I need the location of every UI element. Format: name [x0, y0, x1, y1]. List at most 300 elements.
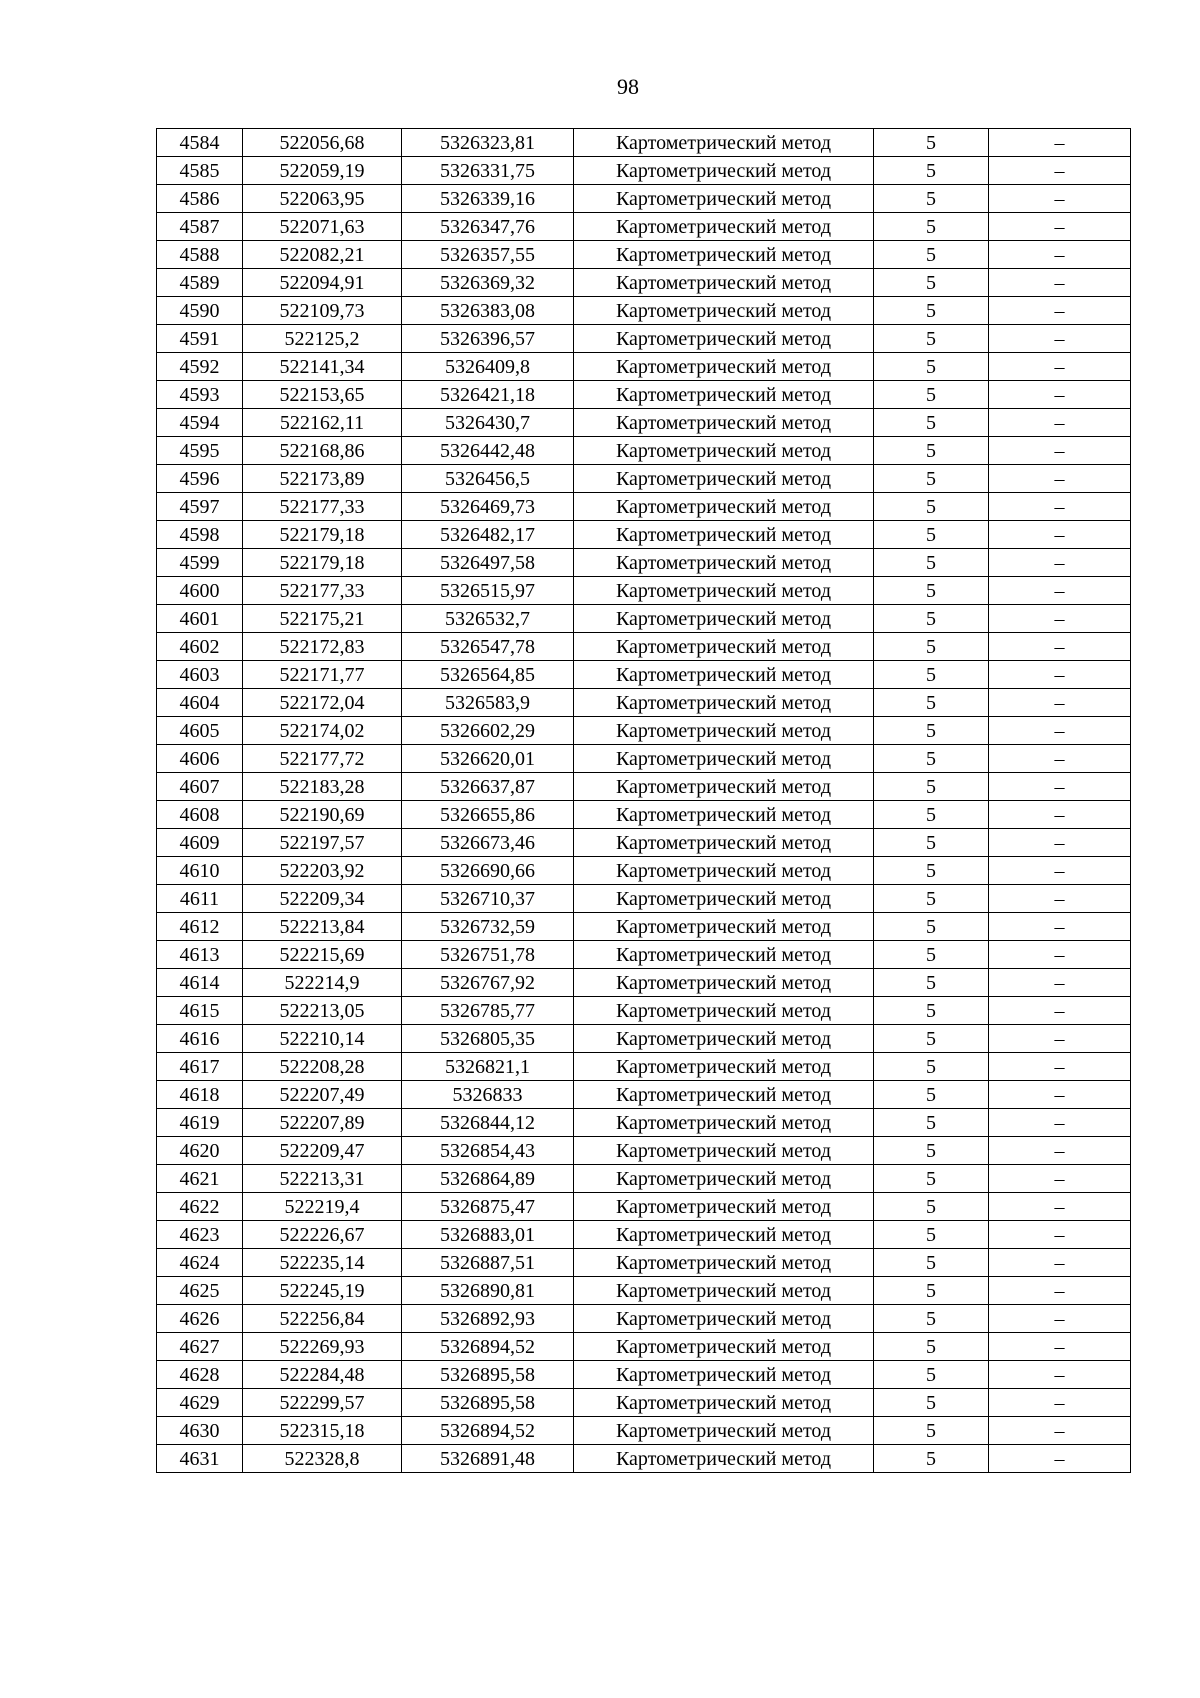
y-coordinate-cell: 5326409,8: [402, 353, 574, 381]
method-cell: Картометрический метод: [574, 997, 874, 1025]
y-coordinate-cell: 5326637,87: [402, 773, 574, 801]
accuracy-cell: 5: [874, 577, 989, 605]
y-coordinate-cell: 5326482,17: [402, 521, 574, 549]
x-coordinate-cell: 522213,05: [243, 997, 402, 1025]
x-coordinate-cell: 522172,04: [243, 689, 402, 717]
table-row: [157, 857, 1131, 885]
y-coordinate-cell: 5326895,58: [402, 1361, 574, 1389]
table-row: [157, 1053, 1131, 1081]
y-coordinate-cell: 5326883,01: [402, 1221, 574, 1249]
method-cell: Картометрический метод: [574, 829, 874, 857]
method-cell: Картометрический метод: [574, 605, 874, 633]
point-number-cell: 4627: [157, 1333, 243, 1361]
point-number-cell: 4592: [157, 353, 243, 381]
y-coordinate-cell: 5326894,52: [402, 1417, 574, 1445]
method-cell: Картометрический метод: [574, 1025, 874, 1053]
accuracy-cell: 5: [874, 913, 989, 941]
accuracy-cell: 5: [874, 1193, 989, 1221]
note-cell: –: [989, 129, 1131, 157]
accuracy-cell: 5: [874, 493, 989, 521]
note-cell: –: [989, 1417, 1131, 1445]
point-number-cell: 4595: [157, 437, 243, 465]
point-number-cell: 4615: [157, 997, 243, 1025]
x-coordinate-cell: 522207,89: [243, 1109, 402, 1137]
accuracy-cell: 5: [874, 605, 989, 633]
point-number-cell: 4596: [157, 465, 243, 493]
point-number-cell: 4597: [157, 493, 243, 521]
accuracy-cell: 5: [874, 409, 989, 437]
accuracy-cell: 5: [874, 661, 989, 689]
x-coordinate-cell: 522171,77: [243, 661, 402, 689]
point-number-cell: 4589: [157, 269, 243, 297]
note-cell: –: [989, 577, 1131, 605]
y-coordinate-cell: 5326895,58: [402, 1389, 574, 1417]
y-coordinate-cell: 5326890,81: [402, 1277, 574, 1305]
point-number-cell: 4608: [157, 801, 243, 829]
note-cell: –: [989, 857, 1131, 885]
table-row: [157, 1221, 1131, 1249]
accuracy-cell: 5: [874, 1221, 989, 1249]
note-cell: –: [989, 381, 1131, 409]
table-row: [157, 969, 1131, 997]
table-row: [157, 409, 1131, 437]
point-number-cell: 4604: [157, 689, 243, 717]
table-row: [157, 1389, 1131, 1417]
point-number-cell: 4613: [157, 941, 243, 969]
note-cell: –: [989, 549, 1131, 577]
y-coordinate-cell: 5326710,37: [402, 885, 574, 913]
accuracy-cell: 5: [874, 521, 989, 549]
accuracy-cell: 5: [874, 269, 989, 297]
method-cell: Картометрический метод: [574, 969, 874, 997]
note-cell: –: [989, 997, 1131, 1025]
note-cell: –: [989, 605, 1131, 633]
note-cell: –: [989, 325, 1131, 353]
table-row: [157, 493, 1131, 521]
accuracy-cell: 5: [874, 857, 989, 885]
accuracy-cell: 5: [874, 1417, 989, 1445]
table-row: [157, 1445, 1131, 1473]
accuracy-cell: 5: [874, 549, 989, 577]
x-coordinate-cell: 522179,18: [243, 549, 402, 577]
note-cell: –: [989, 1333, 1131, 1361]
point-number-cell: 4585: [157, 157, 243, 185]
y-coordinate-cell: 5326751,78: [402, 941, 574, 969]
note-cell: –: [989, 465, 1131, 493]
x-coordinate-cell: 522207,49: [243, 1081, 402, 1109]
method-cell: Картометрический метод: [574, 661, 874, 689]
accuracy-cell: 5: [874, 1277, 989, 1305]
x-coordinate-cell: 522109,73: [243, 297, 402, 325]
method-cell: Картометрический метод: [574, 1221, 874, 1249]
x-coordinate-cell: 522141,34: [243, 353, 402, 381]
table-row: [157, 1025, 1131, 1053]
method-cell: Картометрический метод: [574, 1389, 874, 1417]
note-cell: –: [989, 437, 1131, 465]
method-cell: Картометрический метод: [574, 381, 874, 409]
method-cell: Картометрический метод: [574, 465, 874, 493]
x-coordinate-cell: 522179,18: [243, 521, 402, 549]
point-number-cell: 4617: [157, 1053, 243, 1081]
note-cell: –: [989, 1389, 1131, 1417]
x-coordinate-cell: 522094,91: [243, 269, 402, 297]
point-number-cell: 4631: [157, 1445, 243, 1473]
point-number-cell: 4584: [157, 129, 243, 157]
method-cell: Картометрический метод: [574, 521, 874, 549]
note-cell: –: [989, 913, 1131, 941]
note-cell: –: [989, 353, 1131, 381]
note-cell: –: [989, 493, 1131, 521]
y-coordinate-cell: 5326564,85: [402, 661, 574, 689]
y-coordinate-cell: 5326347,76: [402, 213, 574, 241]
accuracy-cell: 5: [874, 745, 989, 773]
note-cell: –: [989, 1053, 1131, 1081]
y-coordinate-cell: 5326620,01: [402, 745, 574, 773]
method-cell: Картометрический метод: [574, 1193, 874, 1221]
table-row: [157, 1333, 1131, 1361]
x-coordinate-cell: 522082,21: [243, 241, 402, 269]
accuracy-cell: 5: [874, 801, 989, 829]
point-number-cell: 4586: [157, 185, 243, 213]
table-row: [157, 1137, 1131, 1165]
method-cell: Картометрический метод: [574, 885, 874, 913]
x-coordinate-cell: 522219,4: [243, 1193, 402, 1221]
x-coordinate-cell: 522208,28: [243, 1053, 402, 1081]
method-cell: Картометрический метод: [574, 437, 874, 465]
note-cell: –: [989, 1137, 1131, 1165]
note-cell: –: [989, 157, 1131, 185]
y-coordinate-cell: 5326515,97: [402, 577, 574, 605]
point-number-cell: 4628: [157, 1361, 243, 1389]
y-coordinate-cell: 5326864,89: [402, 1165, 574, 1193]
x-coordinate-cell: 522153,65: [243, 381, 402, 409]
point-number-cell: 4606: [157, 745, 243, 773]
y-coordinate-cell: 5326655,86: [402, 801, 574, 829]
accuracy-cell: 5: [874, 885, 989, 913]
note-cell: –: [989, 717, 1131, 745]
x-coordinate-cell: 522203,92: [243, 857, 402, 885]
accuracy-cell: 5: [874, 437, 989, 465]
method-cell: Картометрический метод: [574, 1333, 874, 1361]
accuracy-cell: 5: [874, 689, 989, 717]
y-coordinate-cell: 5326854,43: [402, 1137, 574, 1165]
accuracy-cell: 5: [874, 1053, 989, 1081]
y-coordinate-cell: 5326894,52: [402, 1333, 574, 1361]
y-coordinate-cell: 5326532,7: [402, 605, 574, 633]
y-coordinate-cell: 5326430,7: [402, 409, 574, 437]
y-coordinate-cell: 5326602,29: [402, 717, 574, 745]
accuracy-cell: 5: [874, 1109, 989, 1137]
table-row: [157, 633, 1131, 661]
method-cell: Картометрический метод: [574, 409, 874, 437]
method-cell: Картометрический метод: [574, 549, 874, 577]
point-number-cell: 4612: [157, 913, 243, 941]
coordinates-table-body: [157, 129, 1131, 1473]
method-cell: Картометрический метод: [574, 717, 874, 745]
table-row: [157, 913, 1131, 941]
y-coordinate-cell: 5326421,18: [402, 381, 574, 409]
method-cell: Картометрический метод: [574, 1277, 874, 1305]
x-coordinate-cell: 522177,72: [243, 745, 402, 773]
point-number-cell: 4625: [157, 1277, 243, 1305]
point-number-cell: 4619: [157, 1109, 243, 1137]
x-coordinate-cell: 522210,14: [243, 1025, 402, 1053]
y-coordinate-cell: 5326892,93: [402, 1305, 574, 1333]
table-row: [157, 297, 1131, 325]
point-number-cell: 4622: [157, 1193, 243, 1221]
y-coordinate-cell: 5326547,78: [402, 633, 574, 661]
note-cell: –: [989, 773, 1131, 801]
point-number-cell: 4594: [157, 409, 243, 437]
accuracy-cell: 5: [874, 969, 989, 997]
method-cell: Картометрический метод: [574, 157, 874, 185]
note-cell: –: [989, 1193, 1131, 1221]
point-number-cell: 4624: [157, 1249, 243, 1277]
method-cell: Картометрический метод: [574, 577, 874, 605]
note-cell: –: [989, 885, 1131, 913]
y-coordinate-cell: 5326844,12: [402, 1109, 574, 1137]
point-number-cell: 4629: [157, 1389, 243, 1417]
y-coordinate-cell: 5326875,47: [402, 1193, 574, 1221]
x-coordinate-cell: 522213,31: [243, 1165, 402, 1193]
point-number-cell: 4610: [157, 857, 243, 885]
method-cell: Картометрический метод: [574, 633, 874, 661]
point-number-cell: 4599: [157, 549, 243, 577]
note-cell: –: [989, 241, 1131, 269]
table-row: [157, 1249, 1131, 1277]
table-row: [157, 157, 1131, 185]
note-cell: –: [989, 941, 1131, 969]
accuracy-cell: 5: [874, 997, 989, 1025]
point-number-cell: 4616: [157, 1025, 243, 1053]
table-row: [157, 829, 1131, 857]
method-cell: Картометрический метод: [574, 1445, 874, 1473]
accuracy-cell: 5: [874, 129, 989, 157]
accuracy-cell: 5: [874, 1249, 989, 1277]
point-number-cell: 4626: [157, 1305, 243, 1333]
note-cell: –: [989, 633, 1131, 661]
accuracy-cell: 5: [874, 1137, 989, 1165]
method-cell: Картометрический метод: [574, 129, 874, 157]
x-coordinate-cell: 522183,28: [243, 773, 402, 801]
table-row: [157, 941, 1131, 969]
point-number-cell: 4630: [157, 1417, 243, 1445]
x-coordinate-cell: 522125,2: [243, 325, 402, 353]
accuracy-cell: 5: [874, 1333, 989, 1361]
x-coordinate-cell: 522256,84: [243, 1305, 402, 1333]
accuracy-cell: 5: [874, 717, 989, 745]
point-number-cell: 4590: [157, 297, 243, 325]
method-cell: Картометрический метод: [574, 325, 874, 353]
note-cell: –: [989, 661, 1131, 689]
x-coordinate-cell: 522173,89: [243, 465, 402, 493]
note-cell: –: [989, 185, 1131, 213]
accuracy-cell: 5: [874, 1165, 989, 1193]
point-number-cell: 4602: [157, 633, 243, 661]
table-row: [157, 241, 1131, 269]
x-coordinate-cell: 522209,34: [243, 885, 402, 913]
note-cell: –: [989, 969, 1131, 997]
y-coordinate-cell: 5326339,16: [402, 185, 574, 213]
x-coordinate-cell: 522209,47: [243, 1137, 402, 1165]
note-cell: –: [989, 1361, 1131, 1389]
method-cell: Картометрический метод: [574, 689, 874, 717]
table-row: [157, 661, 1131, 689]
accuracy-cell: 5: [874, 1305, 989, 1333]
table-row: [157, 381, 1131, 409]
method-cell: Картометрический метод: [574, 1053, 874, 1081]
x-coordinate-cell: 522299,57: [243, 1389, 402, 1417]
method-cell: Картометрический метод: [574, 493, 874, 521]
x-coordinate-cell: 522175,21: [243, 605, 402, 633]
note-cell: –: [989, 521, 1131, 549]
accuracy-cell: 5: [874, 941, 989, 969]
point-number-cell: 4609: [157, 829, 243, 857]
x-coordinate-cell: 522056,68: [243, 129, 402, 157]
point-number-cell: 4607: [157, 773, 243, 801]
y-coordinate-cell: 5326442,48: [402, 437, 574, 465]
table-row: [157, 437, 1131, 465]
note-cell: –: [989, 801, 1131, 829]
x-coordinate-cell: 522190,69: [243, 801, 402, 829]
y-coordinate-cell: 5326833: [402, 1081, 574, 1109]
note-cell: –: [989, 689, 1131, 717]
point-number-cell: 4614: [157, 969, 243, 997]
table-row: [157, 801, 1131, 829]
accuracy-cell: 5: [874, 157, 989, 185]
x-coordinate-cell: 522059,19: [243, 157, 402, 185]
y-coordinate-cell: 5326821,1: [402, 1053, 574, 1081]
y-coordinate-cell: 5326891,48: [402, 1445, 574, 1473]
accuracy-cell: 5: [874, 773, 989, 801]
table-row: [157, 521, 1131, 549]
note-cell: –: [989, 269, 1131, 297]
note-cell: –: [989, 1445, 1131, 1473]
table-row: [157, 997, 1131, 1025]
y-coordinate-cell: 5326369,32: [402, 269, 574, 297]
y-coordinate-cell: 5326887,51: [402, 1249, 574, 1277]
page-number: 98: [617, 74, 639, 99]
accuracy-cell: 5: [874, 213, 989, 241]
x-coordinate-cell: 522315,18: [243, 1417, 402, 1445]
x-coordinate-cell: 522213,84: [243, 913, 402, 941]
table-row: [157, 1305, 1131, 1333]
table-row: [157, 689, 1131, 717]
y-coordinate-cell: 5326357,55: [402, 241, 574, 269]
method-cell: Картометрический метод: [574, 353, 874, 381]
table-row: [157, 549, 1131, 577]
y-coordinate-cell: 5326396,57: [402, 325, 574, 353]
x-coordinate-cell: 522215,69: [243, 941, 402, 969]
method-cell: Картометрический метод: [574, 1109, 874, 1137]
method-cell: Картометрический метод: [574, 1137, 874, 1165]
table-row: [157, 717, 1131, 745]
x-coordinate-cell: 522177,33: [243, 577, 402, 605]
x-coordinate-cell: 522162,11: [243, 409, 402, 437]
accuracy-cell: 5: [874, 241, 989, 269]
x-coordinate-cell: 522214,9: [243, 969, 402, 997]
y-coordinate-cell: 5326469,73: [402, 493, 574, 521]
table-row: [157, 269, 1131, 297]
table-row: [157, 1109, 1131, 1137]
x-coordinate-cell: 522197,57: [243, 829, 402, 857]
accuracy-cell: 5: [874, 1389, 989, 1417]
method-cell: Картометрический метод: [574, 773, 874, 801]
table-row: [157, 577, 1131, 605]
note-cell: –: [989, 1081, 1131, 1109]
point-number-cell: 4588: [157, 241, 243, 269]
y-coordinate-cell: 5326583,9: [402, 689, 574, 717]
point-number-cell: 4601: [157, 605, 243, 633]
accuracy-cell: 5: [874, 1081, 989, 1109]
note-cell: –: [989, 1221, 1131, 1249]
x-coordinate-cell: 522071,63: [243, 213, 402, 241]
note-cell: –: [989, 213, 1131, 241]
table-row: [157, 353, 1131, 381]
method-cell: Картометрический метод: [574, 801, 874, 829]
y-coordinate-cell: 5326331,75: [402, 157, 574, 185]
x-coordinate-cell: 522063,95: [243, 185, 402, 213]
table-row: [157, 129, 1131, 157]
accuracy-cell: 5: [874, 325, 989, 353]
method-cell: Картометрический метод: [574, 913, 874, 941]
method-cell: Картометрический метод: [574, 745, 874, 773]
note-cell: –: [989, 1165, 1131, 1193]
point-number-cell: 4600: [157, 577, 243, 605]
method-cell: Картометрический метод: [574, 1249, 874, 1277]
y-coordinate-cell: 5326497,58: [402, 549, 574, 577]
table-row: [157, 745, 1131, 773]
table-row: [157, 1417, 1131, 1445]
accuracy-cell: 5: [874, 185, 989, 213]
y-coordinate-cell: 5326673,46: [402, 829, 574, 857]
x-coordinate-cell: 522168,86: [243, 437, 402, 465]
x-coordinate-cell: 522245,19: [243, 1277, 402, 1305]
table-row: [157, 325, 1131, 353]
table-row: [157, 1361, 1131, 1389]
x-coordinate-cell: 522172,83: [243, 633, 402, 661]
point-number-cell: 4605: [157, 717, 243, 745]
accuracy-cell: 5: [874, 829, 989, 857]
table-row: [157, 1193, 1131, 1221]
accuracy-cell: 5: [874, 381, 989, 409]
x-coordinate-cell: 522174,02: [243, 717, 402, 745]
table-row: [157, 1165, 1131, 1193]
y-coordinate-cell: 5326767,92: [402, 969, 574, 997]
point-number-cell: 4591: [157, 325, 243, 353]
point-number-cell: 4623: [157, 1221, 243, 1249]
accuracy-cell: 5: [874, 633, 989, 661]
table-row: [157, 185, 1131, 213]
note-cell: –: [989, 1025, 1131, 1053]
y-coordinate-cell: 5326456,5: [402, 465, 574, 493]
method-cell: Картометрический метод: [574, 241, 874, 269]
table-row: [157, 465, 1131, 493]
method-cell: Картометрический метод: [574, 185, 874, 213]
point-number-cell: 4593: [157, 381, 243, 409]
y-coordinate-cell: 5326690,66: [402, 857, 574, 885]
point-number-cell: 4587: [157, 213, 243, 241]
x-coordinate-cell: 522328,8: [243, 1445, 402, 1473]
method-cell: Картометрический метод: [574, 1165, 874, 1193]
method-cell: Картометрический метод: [574, 1081, 874, 1109]
note-cell: –: [989, 1305, 1131, 1333]
table-row: [157, 1081, 1131, 1109]
point-number-cell: 4598: [157, 521, 243, 549]
coordinates-table: [156, 128, 1131, 1473]
method-cell: Картометрический метод: [574, 1417, 874, 1445]
accuracy-cell: 5: [874, 1025, 989, 1053]
